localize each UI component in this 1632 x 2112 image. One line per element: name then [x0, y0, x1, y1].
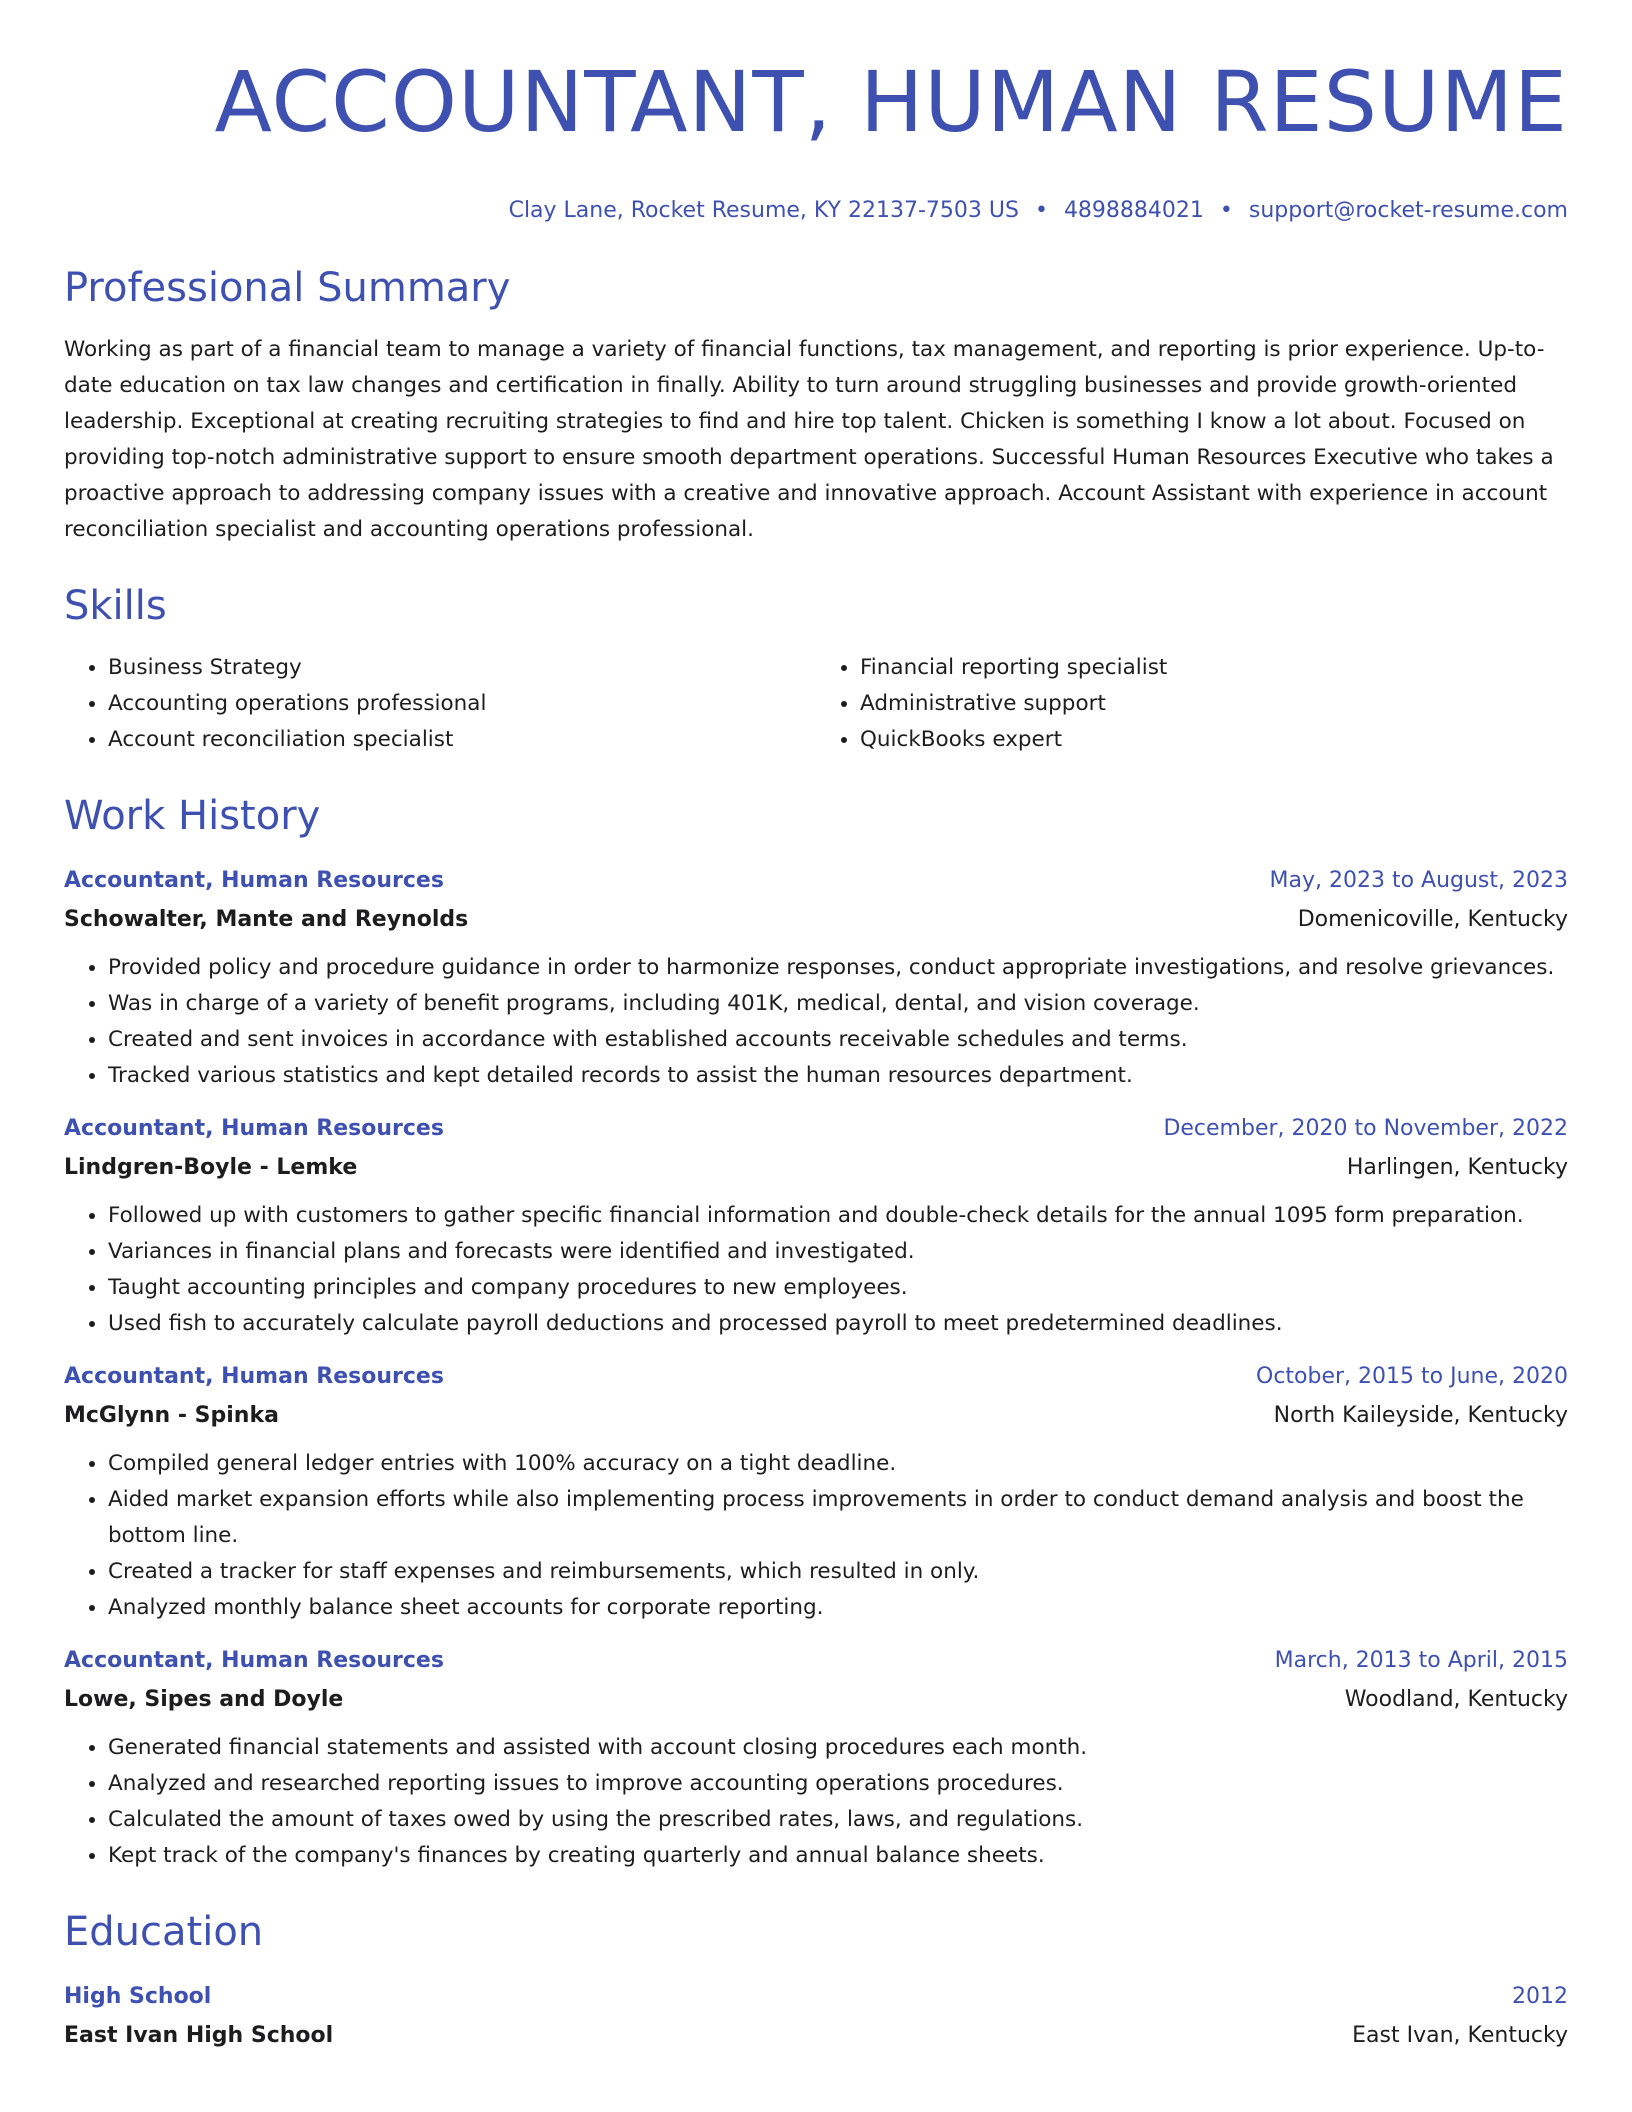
skill-item: • Financial reporting specialist: [860, 650, 1568, 686]
job-duty: • Calculated the amount of taxes owed by using the prescribed rates, laws, and regulations.: [108, 1802, 1568, 1838]
job-duty: • Taught accounting principles and company procedures to new employees.: [108, 1270, 1568, 1306]
education-entry: [64, 1978, 1568, 2056]
resume-name: ACCOUNTANT, HUMAN RESUME: [214, 53, 1568, 151]
job-entry: [64, 1358, 1568, 1626]
job-duty: • Created and sent invoices in accordance with established accounts receivable schedules and terms.: [108, 1022, 1568, 1058]
job-company: Lowe, Sipes and Doyle: [64, 1687, 344, 1712]
summary-text: Working as part of a financial team to manage a variety of financial functions, tax management, and reporting is prior experience. Up-to-date education on tax law changes and certification in finally. Ability to turn around struggling businesses and provide growth-oriented leadership. Exceptional at creating recruiting strategies to find and hire top talent. Chicken is something I know a lot about. Focused on providing top-notch administrative support to ensure smooth department operations. Successful Human Resources Executive who takes a proactive approach to addressing company issues with a creative and innovative approach. Account Assistant with experience in account reconciliation specialist and accounting operations professional.: [64, 337, 1554, 542]
job-duty: • Compiled general ledger entries with 100% accuracy on a tight deadline.: [108, 1446, 1568, 1482]
job-duty: • Was in charge of a variety of benefit programs, including 401K, medical, dental, and vision coverage.: [108, 986, 1568, 1022]
skill-item: • Account reconciliation specialist: [108, 722, 816, 758]
job-entry: [64, 862, 1568, 1094]
contact-separator: •: [1219, 198, 1233, 223]
job-duty: • Provided policy and procedure guidance in order to harmonize responses, conduct appropriate investigations, and resolve grievances.: [108, 950, 1568, 986]
job-duty: • Variances in financial plans and forecasts were identified and investigated.: [108, 1234, 1568, 1270]
job-entry: [64, 1110, 1568, 1342]
contact-email: support@rocket-resume.com: [1248, 198, 1568, 223]
job-company: Lindgren-Boyle - Lemke: [64, 1155, 358, 1180]
skills-list: [64, 650, 1568, 758]
skill-item: • Business Strategy: [108, 650, 816, 686]
job-company: Schowalter, Mante and Reynolds: [64, 907, 469, 932]
job-duty: • Tracked various statistics and kept detailed records to assist the human resources department.: [108, 1058, 1568, 1094]
job-dates: May, 2023 to August, 2023: [1269, 868, 1568, 893]
job-dates: March, 2013 to April, 2015: [1274, 1648, 1568, 1673]
skills-heading: Skills: [64, 583, 167, 629]
job-dates: December, 2020 to November, 2022: [1163, 1116, 1568, 1141]
job-title: Accountant, Human Resources: [64, 1648, 444, 1673]
job-duty: • Followed up with customers to gather specific financial information and double-check details for the annual 1095 form preparation.: [108, 1198, 1568, 1234]
job-duties: [64, 1198, 1568, 1342]
work-history-heading: Work History: [64, 793, 321, 839]
summary-heading: Professional Summary: [64, 265, 511, 311]
job-company: McGlynn - Spinka: [64, 1403, 279, 1428]
job-entry: [64, 1642, 1568, 1874]
contact-separator: •: [1034, 198, 1048, 223]
contact-line: [64, 196, 1568, 226]
skill-item: • Accounting operations professional: [108, 686, 816, 722]
skill-item: • QuickBooks expert: [860, 722, 1568, 758]
job-duty: • Aided market expansion efforts while also implementing process improvements in order to conduct demand analysis and boost the bottom line.: [108, 1482, 1568, 1554]
job-title: Accountant, Human Resources: [64, 868, 444, 893]
job-duty: • Generated financial statements and assisted with account closing procedures each month.: [108, 1730, 1568, 1766]
job-location: North Kaileyside, Kentucky: [1273, 1403, 1568, 1428]
job-title: Accountant, Human Resources: [64, 1364, 444, 1389]
skills-column-right: [816, 650, 1568, 758]
job-duties: [64, 1446, 1568, 1626]
job-duty: • Used fish to accurately calculate payroll deductions and processed payroll to meet predetermined deadlines.: [108, 1306, 1568, 1342]
job-duties: [64, 1730, 1568, 1874]
contact-phone: 4898884021: [1063, 198, 1204, 223]
job-location: Domenicoville, Kentucky: [1297, 907, 1568, 932]
skills-column-left: [64, 650, 816, 758]
education-location: East Ivan, Kentucky: [1352, 2023, 1568, 2048]
job-duty: • Analyzed monthly balance sheet accounts for corporate reporting.: [108, 1590, 1568, 1626]
job-location: Woodland, Kentucky: [1344, 1687, 1568, 1712]
job-title: Accountant, Human Resources: [64, 1116, 444, 1141]
education-year: 2012: [1512, 1984, 1568, 2009]
skill-item: • Administrative support: [860, 686, 1568, 722]
education-heading: Education: [64, 1909, 264, 1955]
job-duty: • Created a tracker for staff expenses and reimbursements, which resulted in only.: [108, 1554, 1568, 1590]
education-school: East Ivan High School: [64, 2023, 334, 2048]
job-dates: October, 2015 to June, 2020: [1256, 1364, 1568, 1389]
contact-address: Clay Lane, Rocket Resume, KY 22137-7503 US: [508, 198, 1019, 223]
job-duty: • Kept track of the company's finances by creating quarterly and annual balance sheets.: [108, 1838, 1568, 1874]
job-location: Harlingen, Kentucky: [1346, 1155, 1568, 1180]
education-degree: High School: [64, 1984, 212, 2009]
job-duties: [64, 950, 1568, 1094]
job-duty: • Analyzed and researched reporting issues to improve accounting operations procedures.: [108, 1766, 1568, 1802]
